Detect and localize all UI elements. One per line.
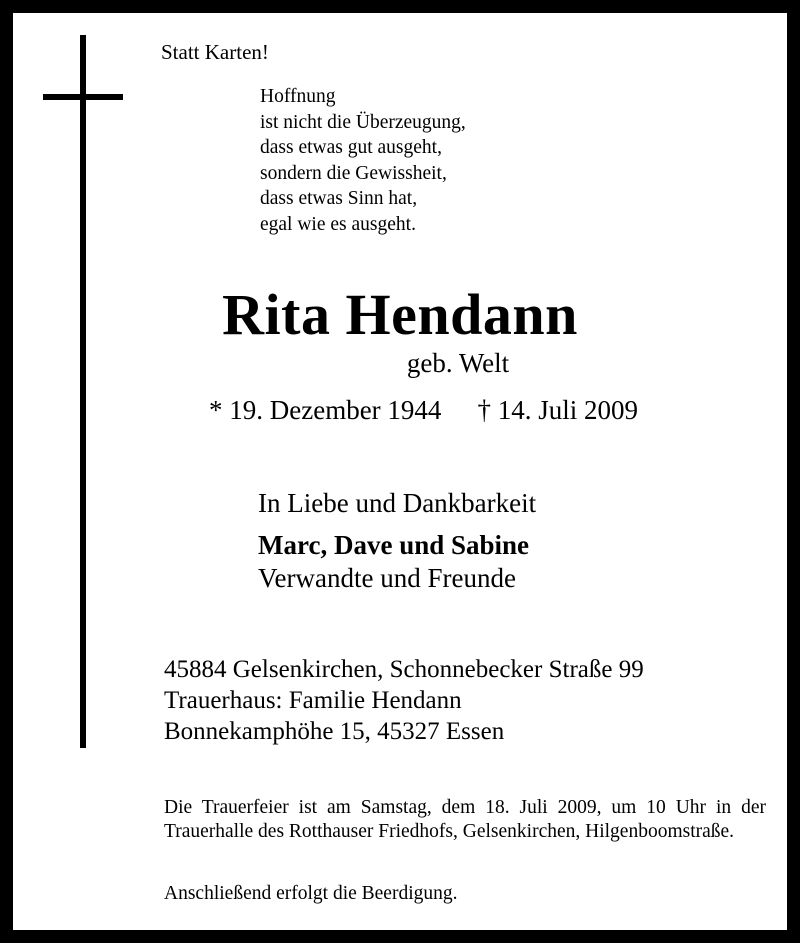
death-date: † 14. Juli 2009 <box>477 395 638 425</box>
mourners-intro: In Liebe und Dankbarkeit <box>258 488 537 518</box>
ceremony-text: Die Trauerfeier ist am Samstag, dem 18. Juli 2009, um 10 Uhr in der Trauerhalle des Rotthauser Friedhofs, Gelsenkirchen, Hilgenboomstraße. <box>164 797 766 842</box>
birth-name: geb. Welt <box>406 348 510 378</box>
cross-horizontal-bar <box>43 94 123 100</box>
statt-karten-heading: Statt Karten! <box>161 40 269 64</box>
burial-text: Anschließend erfolgt die Beerdigung. <box>164 883 458 904</box>
quote-line: ist nicht die Überzeugung, <box>260 111 466 133</box>
address-line: 45884 Gelsenkirchen, Schonnebecker Straße 99 <box>164 656 644 683</box>
mourners-others: Verwandte und Freunde <box>258 563 516 593</box>
deceased-name: Rita Hendann <box>222 282 578 347</box>
quote-line: dass etwas gut ausgeht, <box>260 137 442 158</box>
quote-line: Hoffnung <box>260 86 336 107</box>
mourners-family: Marc, Dave und Sabine <box>258 530 530 560</box>
address-block <box>164 654 644 747</box>
quote-line: egal wie es ausgeht. <box>260 213 416 235</box>
quote-line: sondern die Gewissheit, <box>260 162 447 184</box>
quote-block <box>260 84 466 237</box>
address-line: Bonnekamphöhe 15, 45327 Essen <box>164 718 505 745</box>
life-dates <box>209 395 638 426</box>
birth-date: * 19. Dezember 1944 <box>209 395 442 425</box>
quote-line: dass etwas Sinn hat, <box>260 188 418 209</box>
address-line: Trauerhaus: Familie Hendann <box>164 687 462 714</box>
cross-vertical-bar <box>80 35 86 748</box>
